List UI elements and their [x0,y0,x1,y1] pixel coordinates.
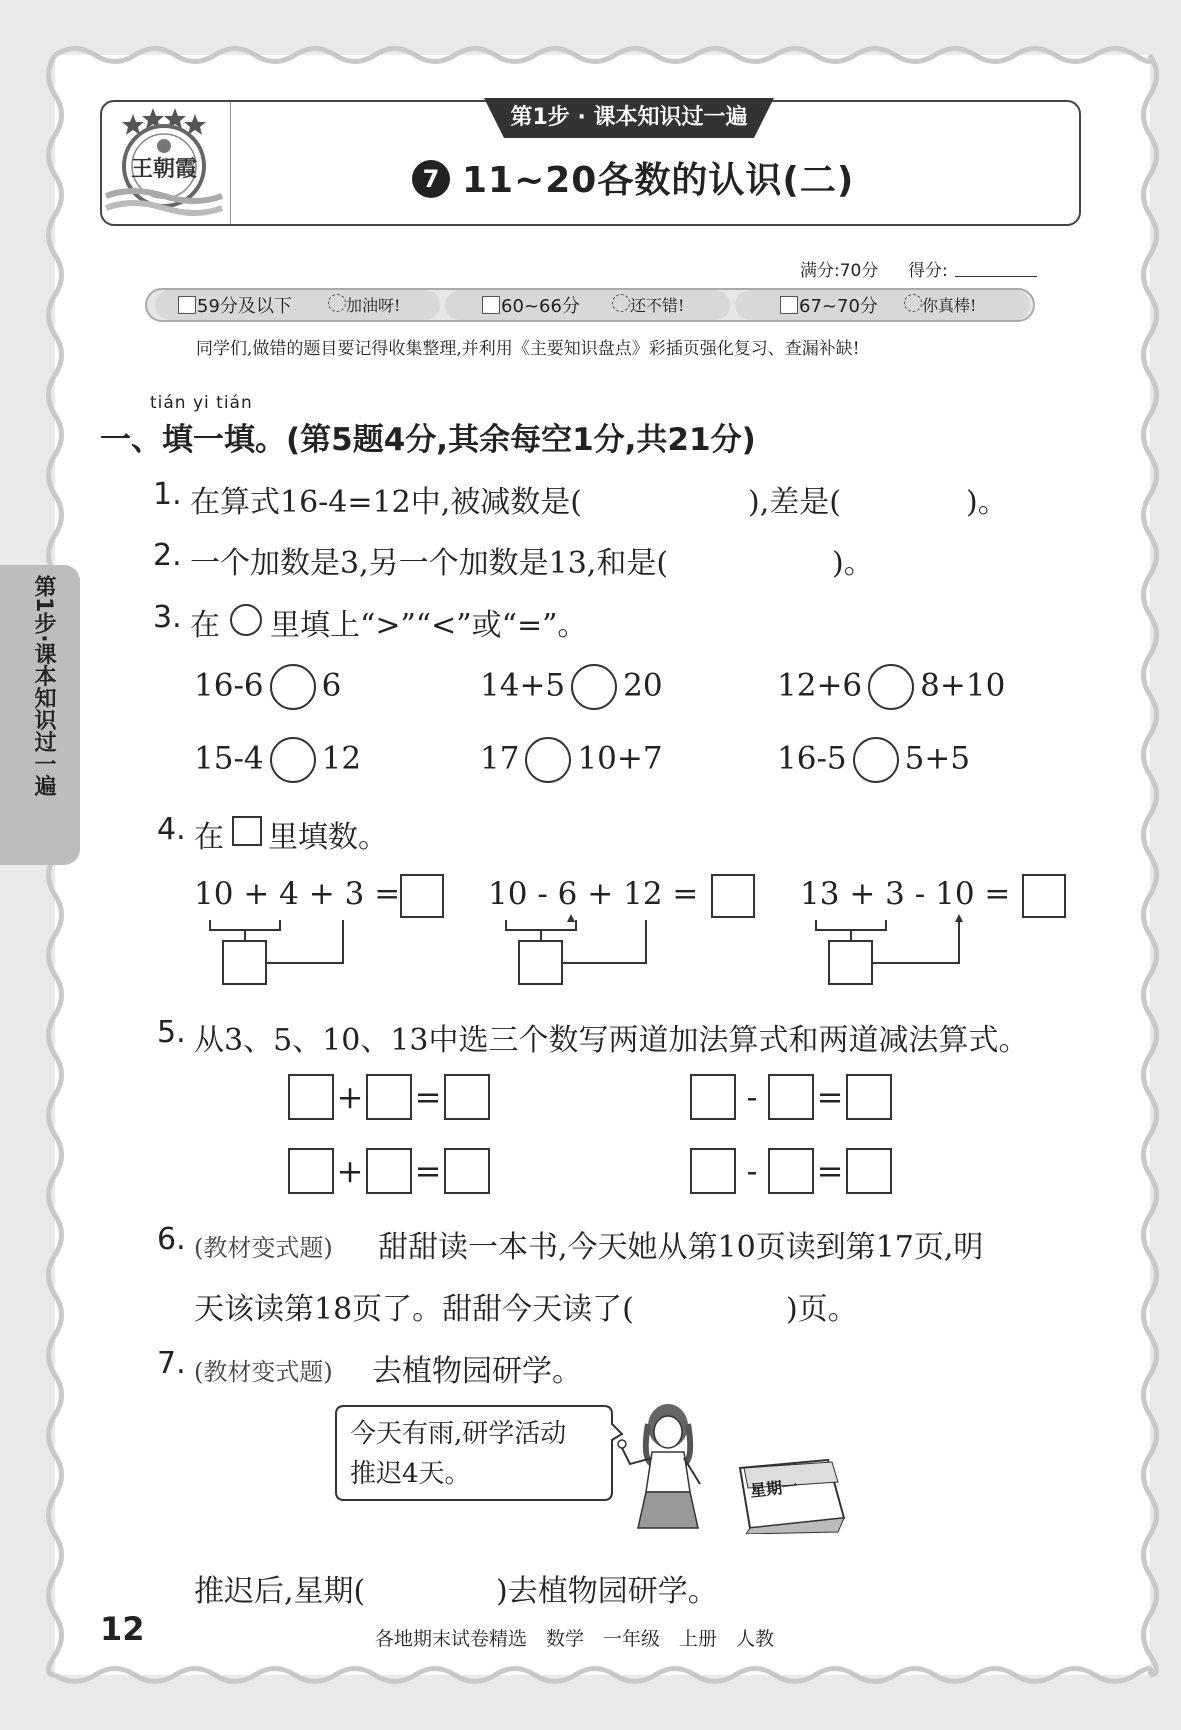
answer-box[interactable] [366,1074,412,1120]
q1-number: 1. [153,477,182,512]
q7-number: 7. [157,1346,186,1381]
q4-text-a: 在 [194,820,224,855]
book-info: 各地期末试卷精选 数学 一年级 上册 人教 [375,1628,775,1650]
q3-text-b: 里填上“>”“<”或“=”。 [270,608,588,643]
q6-tag: (教材变式题) [194,1234,333,1262]
level-2-range: 60~66分 [501,296,580,317]
q2-text-b: )。 [832,546,874,581]
q1-text-b: ),差是( [748,485,841,520]
q7-answer-b: )去植物园研学。 [496,1574,718,1609]
review-tip: 同学们,做错的题目要记得收集整理,并利用《主要知识盘点》彩插页强化复习、查漏补缺! [196,339,860,359]
level-3-comment: 你真棒! [922,296,977,315]
section-title: 一、填一填。(第5题4分,其余每空1分,共21分) [100,422,756,458]
q6-blank[interactable] [690,1286,780,1324]
compare-circle[interactable] [525,737,571,783]
q6-text-a: 甜甜读一本书,今天她从第10页读到第17页,明 [378,1230,984,1265]
chain-expression: 13 + 3 - 10 = [800,876,1011,912]
answer-box[interactable] [366,1148,412,1194]
lesson-number-badge: 7 [412,160,450,198]
q4-text-b: 里填数。 [268,820,388,855]
level-3-checkbox[interactable] [780,296,798,314]
lesson-title: 11~20各数的认识(二) [462,160,855,201]
q3-number: 3. [153,600,182,635]
circle-icon [230,604,262,636]
compare-circle[interactable] [853,737,899,783]
compare-item: 16-6 6 [194,664,341,710]
q6-text-b: 天该读第18页了。甜甜今天读了( [194,1292,634,1327]
compare-circle[interactable] [571,664,617,710]
q5-text: 从3、5、10、13中选三个数写两道加法算式和两道减法算式。 [194,1023,1029,1058]
compare-item: 16-5 5+5 [777,737,970,783]
smiley-icon [904,294,922,312]
q4-number: 4. [157,812,186,847]
q3-text-a: 在 [190,608,220,643]
q2-text-a: 一个加数是3,另一个加数是13,和是( [190,546,669,581]
addition-equation: + = [288,1074,490,1120]
subtraction-equation: - = [690,1148,892,1194]
square-icon [232,816,262,846]
addition-equation: + = [288,1148,490,1194]
subtraction-equation: - = [690,1074,892,1120]
result-box[interactable] [1022,874,1066,918]
q7-tag: (教材变式题) [194,1358,333,1386]
q6-number: 6. [157,1222,186,1257]
q7-blank[interactable] [392,1568,492,1606]
chain-expression: 10 + 4 + 3 = [194,876,401,912]
q2-number: 2. [153,538,182,573]
smiley-icon [612,294,630,312]
answer-box[interactable] [768,1074,814,1120]
compare-circle[interactable] [868,664,914,710]
side-tab-text: 第1步·课本知识过一遍 [31,575,56,797]
q1-blank-2[interactable] [860,480,960,518]
bubble-text: 今天有雨,研学活动 推迟4天。 [350,1419,567,1489]
answer-box[interactable] [690,1074,736,1120]
answer-box[interactable] [288,1074,334,1120]
result-box[interactable] [400,874,444,918]
compare-circle[interactable] [270,737,316,783]
full-score-label: 满分:70分 [800,261,879,281]
level-1-comment: 加油呀! [346,296,401,315]
svg-text:王朝霞: 王朝霞 [130,156,198,182]
result-box[interactable] [711,874,755,918]
answer-box[interactable] [846,1074,892,1120]
header-divider [230,102,231,224]
chain-connector [486,912,666,968]
page-number: 12 [100,1610,145,1648]
score-label: 得分: [908,261,948,281]
girl-illustration [612,1404,722,1534]
step-tab-label: 第1步 · 课本知识过一遍 [510,105,748,130]
chain-connector [190,918,370,968]
score-blank[interactable] [955,276,1037,277]
answer-box[interactable] [444,1074,490,1120]
q7-text: 去植物园研学。 [372,1354,582,1389]
answer-box[interactable] [768,1148,814,1194]
answer-box[interactable] [444,1148,490,1194]
compare-item: 17 10+7 [480,737,663,783]
level-2-comment: 还不错! [630,296,685,315]
answer-box[interactable] [846,1148,892,1194]
q6-text-c: )页。 [786,1292,858,1327]
publisher-logo [102,104,227,222]
q7-answer-a: 推迟后,星期( [194,1574,366,1609]
chain-connector [796,912,976,968]
answer-box[interactable] [690,1148,736,1194]
level-2-checkbox[interactable] [482,296,500,314]
q1-text-c: )。 [966,485,1008,520]
level-3-range: 67~70分 [799,296,878,317]
level-1-range: 59分及以下 [197,296,292,317]
section-pinyin: tián yi tián [150,393,253,413]
q1-blank-1[interactable] [650,480,750,518]
q2-blank[interactable] [740,540,840,578]
compare-item: 15-4 12 [194,737,361,783]
compare-circle[interactable] [270,664,316,710]
compare-item: 14+5 20 [480,664,663,710]
chain-expression: 10 - 6 + 12 = [488,876,699,912]
compare-item: 12+6 8+10 [777,664,1005,710]
calendar-label: 星期一 [749,1476,799,1501]
q5-number: 5. [157,1015,186,1050]
q1-text-a: 在算式16-4=12中,被减数是( [190,485,582,520]
smiley-icon [328,294,346,312]
answer-box[interactable] [288,1148,334,1194]
level-1-checkbox[interactable] [178,296,196,314]
